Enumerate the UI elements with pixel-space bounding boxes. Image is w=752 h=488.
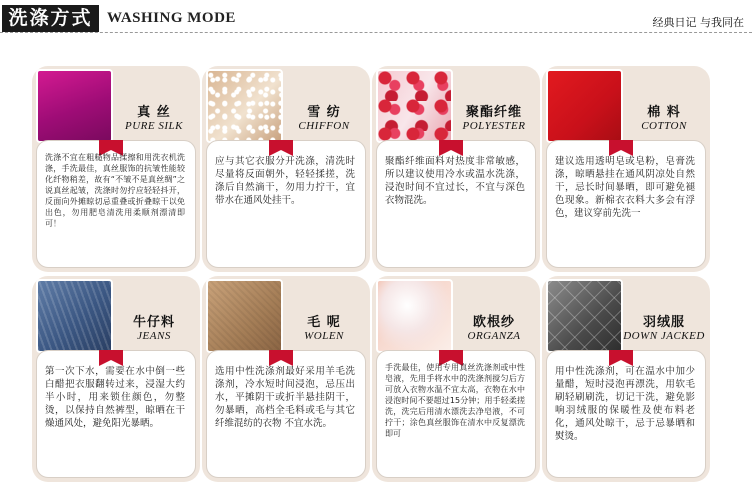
bookmark-icon (439, 350, 463, 360)
care-description: 应与其它衣服分开洗涤，清洗时尽量将反面朝外，轻轻揉搓，洗涤后自然滴干，勿用力拧干，宜带水在通风处挂干。 (215, 156, 355, 206)
care-description: 选用中性洗涤剂最好采用羊毛洗涤剂，冷水短时间浸泡，忌压出水，平摊阴干或折半悬挂阴干，勿暴晒，高档全毛料或毛与其它纤维混纺的衣物 不宜水洗。 (215, 366, 355, 429)
care-text-box (36, 140, 196, 268)
fabric-name-en: COTTON (641, 120, 687, 132)
bookmark-icon (269, 350, 293, 360)
organza-fabric-image (376, 279, 453, 353)
fabric-name-en: JEANS (137, 330, 171, 342)
card-organza (372, 276, 540, 482)
polyester-fabric-image (376, 69, 453, 143)
fabric-name-cn: 聚酯纤维 (465, 105, 522, 120)
bookmark-icon (99, 350, 123, 360)
fabric-name-en: ORGANZA (467, 330, 521, 342)
woolen-fabric-image (206, 279, 283, 353)
fabric-name-cn: 欧根纱 (472, 315, 515, 330)
card-down-jacket (542, 276, 710, 482)
bookmark-icon (439, 140, 463, 150)
care-text-box (206, 140, 366, 268)
care-text-box (376, 140, 536, 268)
care-text-box (206, 350, 366, 478)
card-woolen (202, 276, 370, 482)
card-polyester (372, 66, 540, 272)
silk-fabric-image (36, 69, 113, 143)
card-jeans (32, 276, 200, 482)
jeans-fabric-image (36, 279, 113, 353)
care-description: 手洗最佳，使用专用真丝洗涤剂或中性皂液，先用手将水中的洗涤剂搅匀后方可放入衣物水温不宜太高，衣物在水中浸泡时间不要超过15分钟；用手轻柔搓洗，洗完后用清水漂洗去净皂液，不可拧干；涂色真丝服饰在清水中反复漂洗即可 (385, 363, 525, 438)
bookmark-icon (609, 350, 633, 360)
care-description: 洗涤不宜在粗糙物品揉擦和用洗衣机洗涤，手洗最佳，真丝服饰的抗皱性能较化纤物稍差，故有“不皱不是真丝绸”之说真丝起皱，洗涤时勿拧应轻轻抖开，反面向外摊晾切忌重叠或折叠晾干以免出色，勿用肥皂清洗用柔顺剂漂清即可！ (45, 153, 185, 228)
care-text-box (546, 140, 706, 268)
fabric-name-cn: 棉 料 (647, 105, 681, 120)
bookmark-icon (609, 140, 633, 150)
section-title-english: WASHING MODE (107, 10, 236, 26)
down-jacket-fabric-image (546, 279, 623, 353)
fabric-name-cn: 羽绒服 (642, 315, 685, 330)
fabric-name-cn: 毛 呢 (307, 315, 341, 330)
card-silk (32, 66, 200, 272)
care-description: 第一次下水，需要在水中倒一些白醋把衣服翻转过来，浸湿大约半小时，用来锁住颜色，勿整烫，以保持自然裤型，晾晒在干燥通风处，避免阳光暴晒。 (45, 366, 185, 429)
bookmark-icon (99, 140, 123, 150)
care-text-box (36, 350, 196, 478)
fabric-name-en: POLYESTER (462, 120, 526, 132)
fabric-name-cn: 雪 纺 (307, 105, 341, 120)
care-description: 聚酯纤维面料对热度非常敏感，所以建议使用冷水或温水洗涤，浸泡时间不宜过长，不宜与深色衣物混洗。 (385, 156, 525, 206)
cotton-fabric-image (546, 69, 623, 143)
card-cotton (542, 66, 710, 272)
care-description: 用中性洗涤剂，可在温水中加少量醋，短时浸泡再漂洗，用软毛刷轻刷刷洗，切记干洗，避免影响羽绒服的保暖性及使布料老化，通风处晾干，忌于忌暴晒和熨烫。 (555, 366, 695, 442)
care-text-box (376, 350, 536, 478)
section-title: 洗涤方式 (2, 5, 99, 32)
fabric-name-en: PURE SILK (125, 120, 183, 132)
page-header (0, 0, 752, 34)
fabric-name-en: DOWN JACKED (623, 330, 705, 342)
fabric-name-en: CHIFFON (298, 120, 350, 132)
fabric-name-cn: 牛仔料 (132, 315, 175, 330)
header-divider (0, 32, 752, 33)
care-text-box (546, 350, 706, 478)
care-description: 建议选用透明皂或皂粉，皂膏洗涤，晾晒悬挂在通风阴凉处自然干，忌长时间暴晒，即可避免褪色现象。新棉衣衣料大多会有浮色，建议穿前先洗一 (555, 156, 695, 219)
fabric-name-en: WOLEN (304, 330, 344, 342)
brand-slogan: 经典日记 与我同在 (652, 16, 744, 29)
fabric-name-cn: 真 丝 (137, 105, 171, 120)
card-chiffon (202, 66, 370, 272)
chiffon-fabric-image (206, 69, 283, 143)
bookmark-icon (269, 140, 293, 150)
